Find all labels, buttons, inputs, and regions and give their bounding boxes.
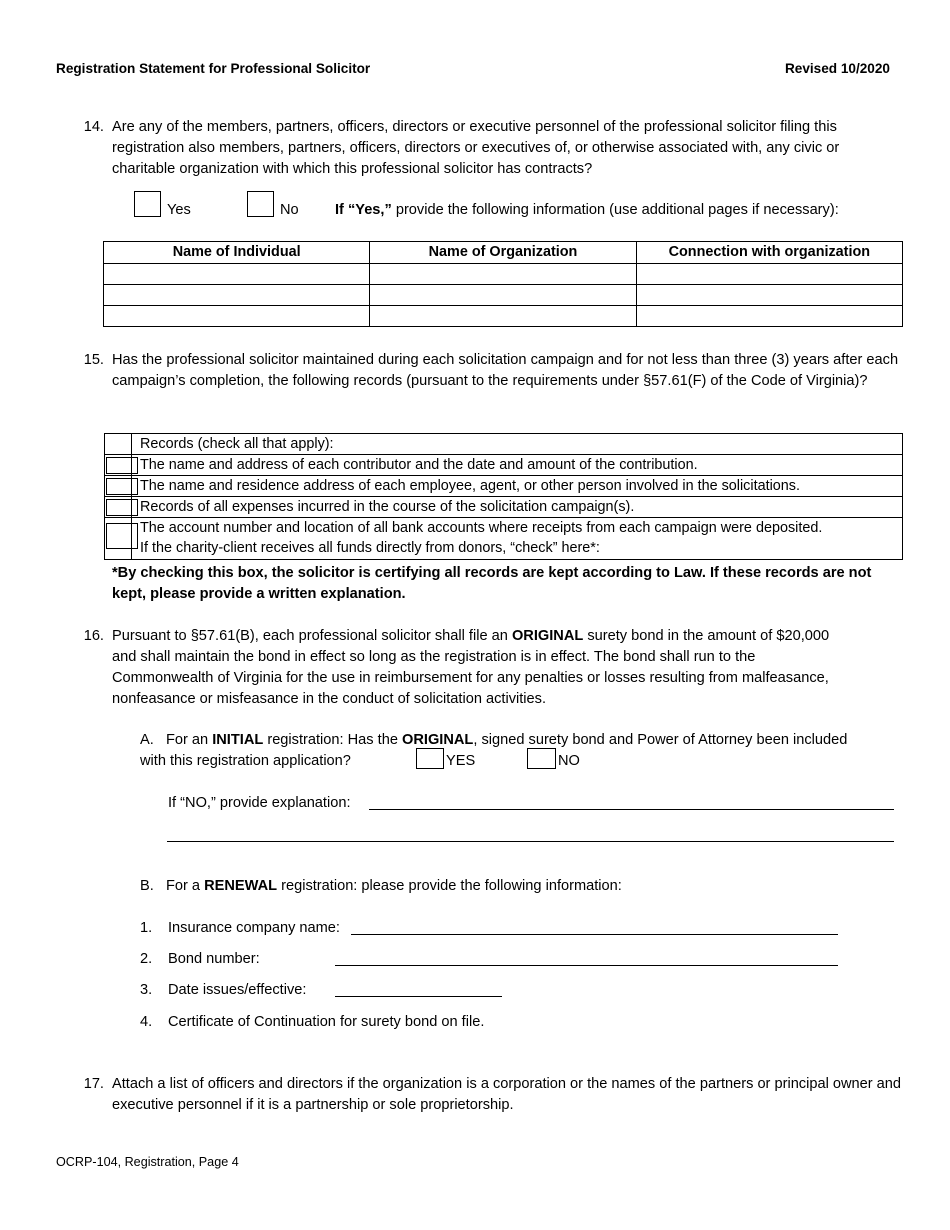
q16-no-checkbox[interactable]	[527, 748, 556, 769]
table-row	[104, 285, 903, 306]
insurance-company-field[interactable]	[351, 934, 838, 935]
revision-date: Revised 10/2020	[784, 61, 890, 76]
table-cell[interactable]	[104, 306, 370, 327]
column-header: Connection with organization	[636, 242, 902, 264]
item-number: 3.	[140, 982, 153, 998]
explanation-line-2[interactable]	[167, 841, 894, 842]
q16-b-question: B. For a RENEWAL registration: please provide the following information:	[140, 878, 622, 894]
table-cell[interactable]	[104, 285, 370, 306]
if-no-explanation-label: If “NO,” provide explanation:	[168, 795, 351, 811]
table-cell[interactable]	[636, 285, 902, 306]
explanation-line-1[interactable]	[369, 809, 894, 810]
q14-associations-table	[103, 241, 903, 327]
column-header: Name of Individual	[104, 242, 370, 264]
q16-a-question: A. For an INITIAL registration: Has the ORIGINAL, signed surety bond and Power of Attorney been included	[140, 732, 848, 748]
table-cell[interactable]	[636, 306, 902, 327]
q15-records-table	[104, 433, 903, 560]
bond-number-label: Bond number:	[168, 951, 260, 967]
bond-number-field[interactable]	[335, 965, 838, 966]
column-header: Name of Organization	[370, 242, 636, 264]
q14-no-label: No	[280, 202, 299, 218]
question-number: 14.	[83, 119, 104, 135]
table-cell[interactable]	[104, 264, 370, 285]
certificate-continuation-label: Certificate of Continuation for surety bond on file.	[168, 1014, 485, 1030]
question-14-text: Are any of the members, partners, officers, directors or executive personnel of the professional solicitor filing this registration also members, partners, officers, directors or executives of, or otherwise associated with, any civic or charitable organization with which this professional solicitor has contracts?	[112, 119, 840, 177]
record-item: Records of all expenses incurred in the course of the solicitation campaign(s).	[132, 497, 903, 518]
q16-yes-label: YES	[446, 753, 476, 769]
item-number: 1.	[140, 920, 153, 936]
question-number: 15.	[83, 352, 104, 368]
q16-a-question-line2: with this registration application?	[140, 753, 351, 769]
item-number: 2.	[140, 951, 153, 967]
table-row	[104, 264, 903, 285]
q16-yes-checkbox[interactable]	[416, 748, 444, 769]
check-note: If the charity-client receives all funds directly from donors, “check” here*:	[140, 540, 600, 556]
table-row	[104, 306, 903, 327]
record-checkbox[interactable]	[106, 457, 138, 474]
question-16-text: Pursuant to §57.61(B), each professional solicitor shall file an ORIGINAL surety bond in the amount of $20,000 and shall maintain the bond in effect so long as the registration is in effect. The bond shall run to the Commonwealth of Virginia for the use in reimbursement for any penalties or losses resulting from malfeasance, nonfeasance or misfeasance in the conduct of solicitation activities.	[112, 628, 830, 707]
insurance-company-label: Insurance company name:	[168, 920, 340, 936]
table-cell[interactable]	[636, 264, 902, 285]
page-footer: OCRP-104, Registration, Page 4	[56, 1155, 239, 1169]
record-checkbox[interactable]	[106, 523, 138, 549]
form-title: Registration Statement for Professional Solicitor	[56, 61, 371, 76]
table-cell[interactable]	[370, 264, 636, 285]
record-item: The name and address of each contributor and the date and amount of the contribution.	[132, 455, 903, 476]
question-15-text: Has the professional solicitor maintained during each solicitation campaign and for not less than three (3) years after each campaign’s completion, the following records (pursuant to the requirements under §57.61(F) of the Code of Virginia)?	[112, 352, 899, 389]
record-checkbox[interactable]	[106, 478, 138, 495]
q14-yes-label: Yes	[167, 202, 191, 218]
question-17-text: Attach a list of officers and directors if the organization is a corporation or the names of the partners or principal owner and executive personnel if it is a partnership or sole proprietorship.	[112, 1076, 902, 1113]
item-number: 4.	[140, 1014, 153, 1030]
certification-note: *By checking this box, the solicitor is certifying all records are kept according to Law. If these records are not kept, please provide a written explanation.	[112, 565, 872, 602]
question-number: 16.	[83, 628, 104, 644]
question-number: 17.	[83, 1076, 104, 1092]
table-cell[interactable]	[370, 285, 636, 306]
records-header: Records (check all that apply):	[132, 434, 903, 455]
q16-no-label: NO	[558, 753, 580, 769]
record-item: The name and residence address of each employee, agent, or other person involved in the solicitations.	[132, 476, 903, 497]
record-item: The account number and location of all bank accounts where receipts from each campaign were deposited. If the charity-client receives all funds directly from donors, “check” here*:	[132, 518, 903, 560]
date-effective-field[interactable]	[335, 996, 502, 997]
record-checkbox[interactable]	[106, 499, 138, 516]
table-cell[interactable]	[370, 306, 636, 327]
q14-no-checkbox[interactable]	[247, 191, 274, 217]
date-effective-label: Date issues/effective:	[168, 982, 307, 998]
q14-if-yes-instruction: If “Yes,” provide the following information (use additional pages if necessary):	[335, 202, 839, 218]
q14-yes-checkbox[interactable]	[134, 191, 161, 217]
